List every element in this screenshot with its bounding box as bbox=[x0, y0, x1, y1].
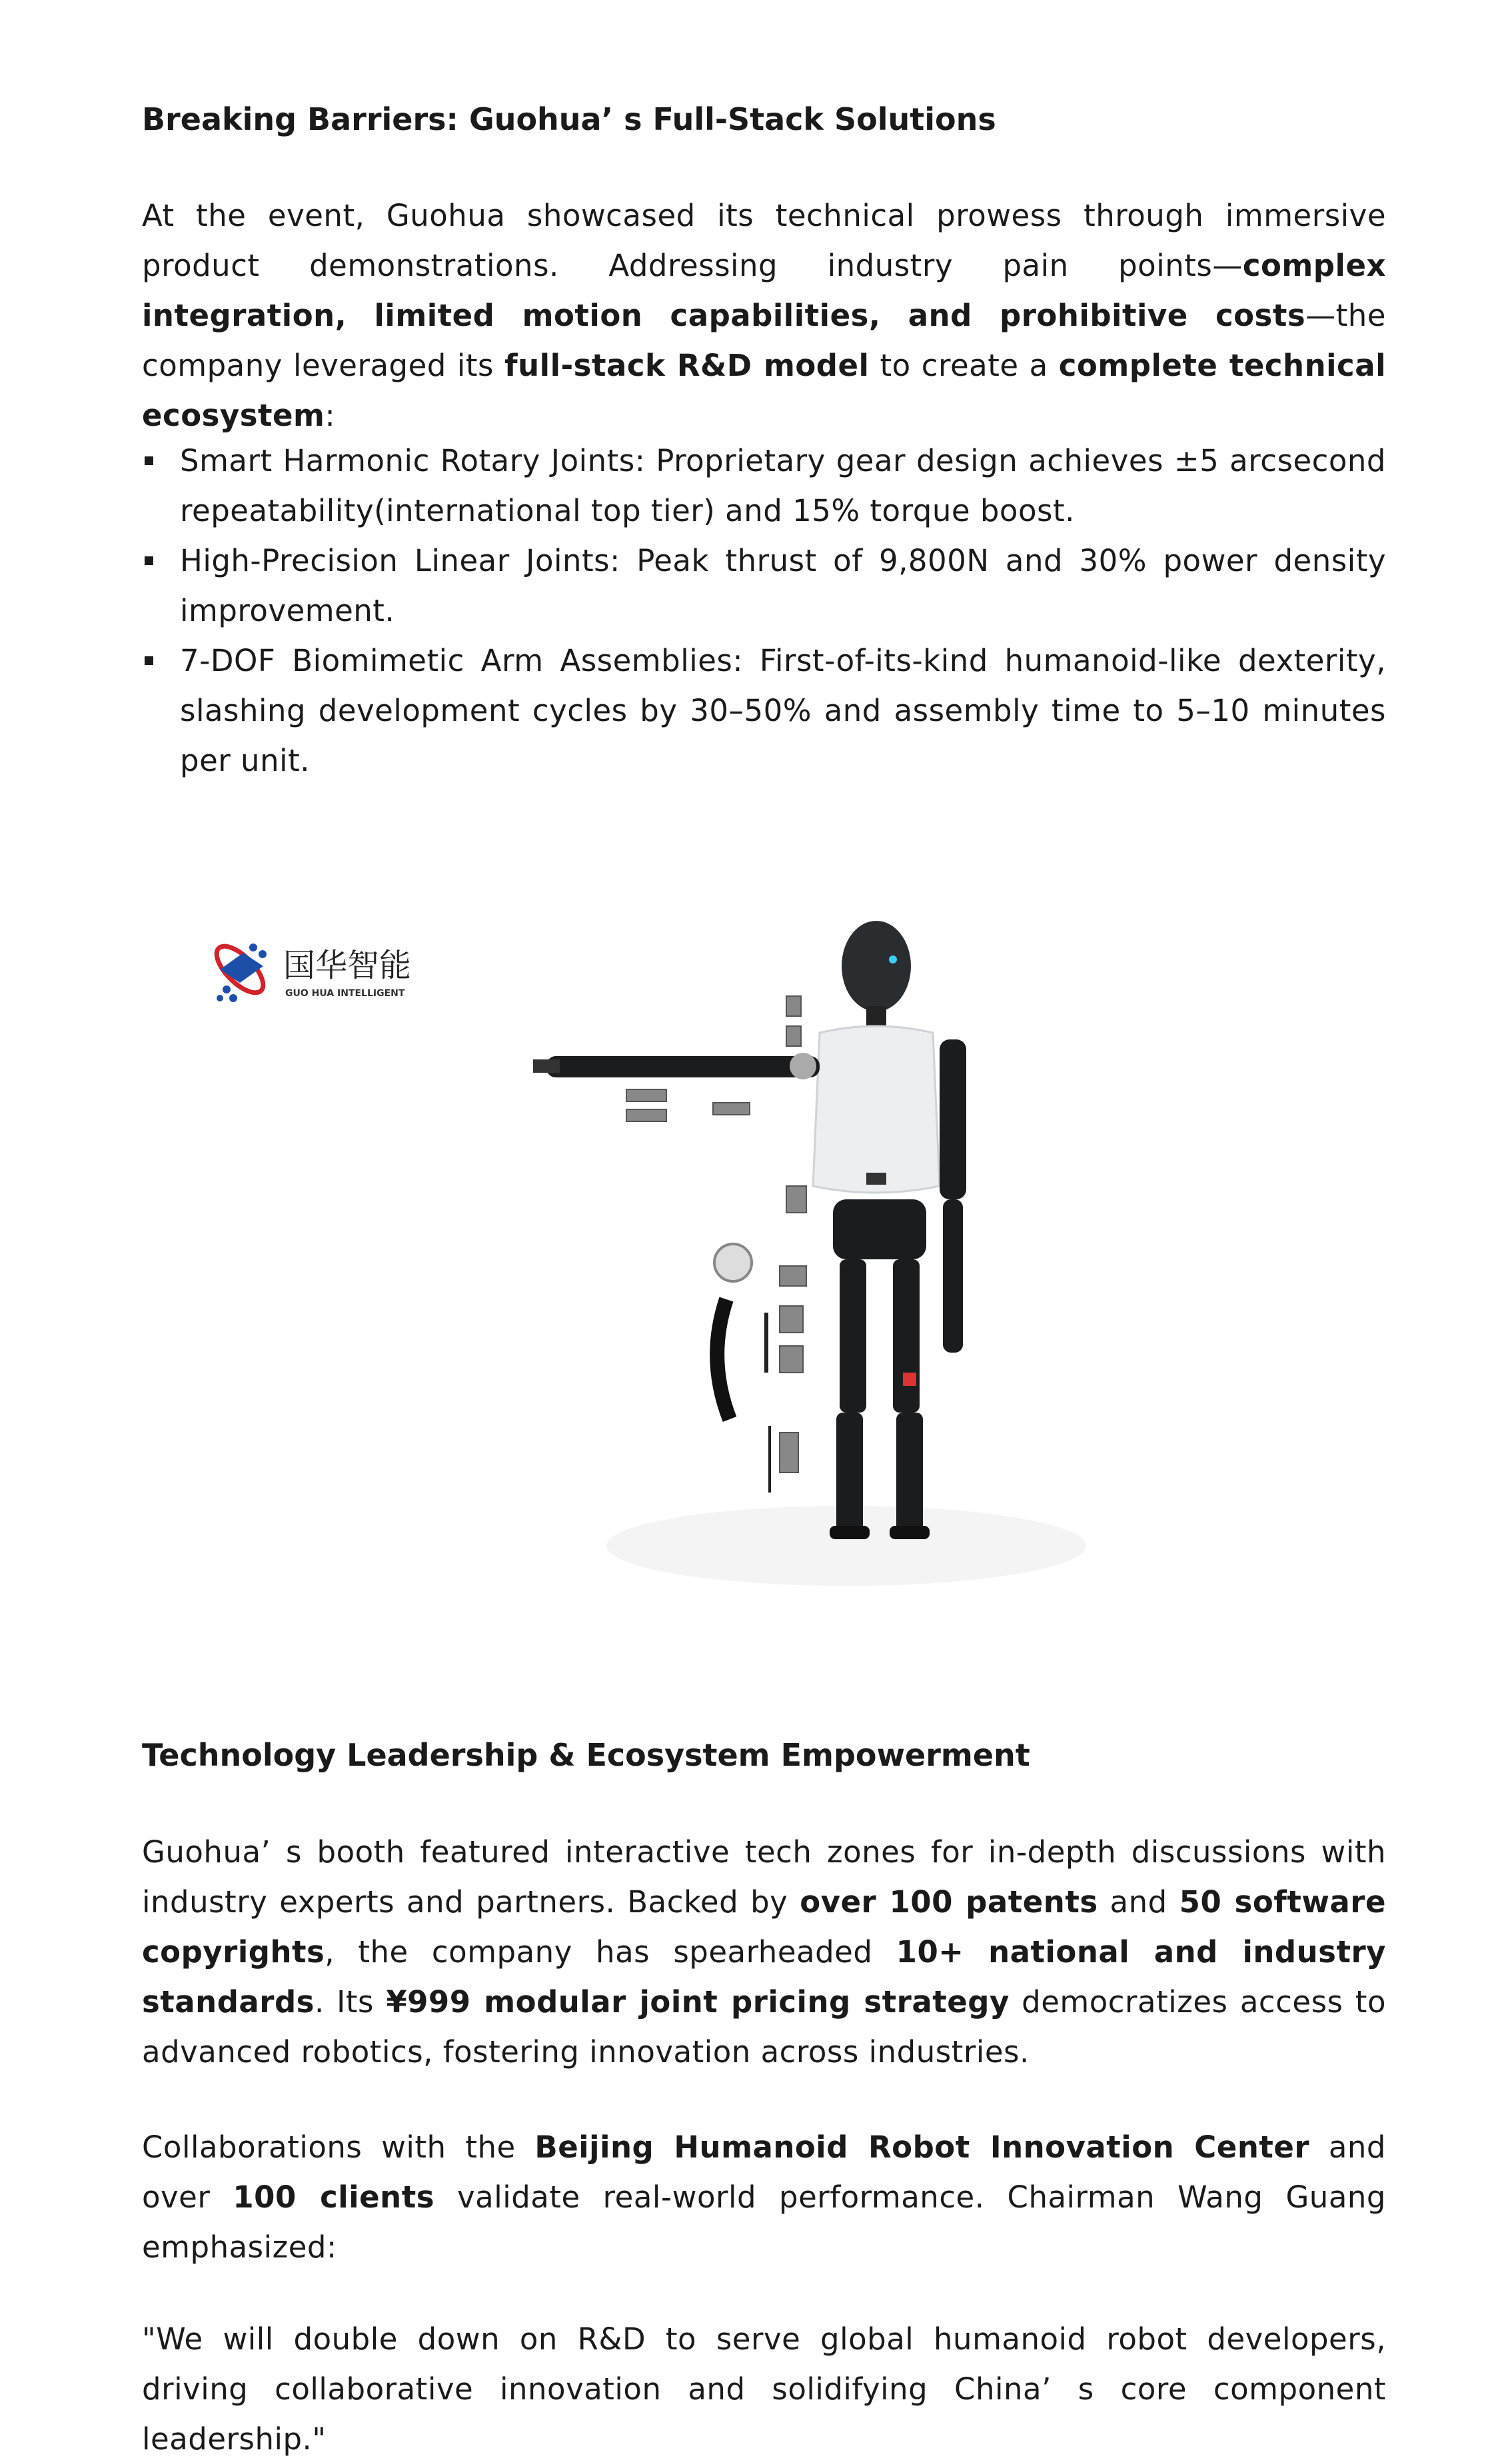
list-item bbox=[142, 536, 1386, 636]
text-run: Guohua’ s booth featured interactive tech zones for in-depth discussions with industry experts and partners. Backed by bbox=[142, 1834, 1386, 1920]
bold-run: 10+ national and industry standards bbox=[142, 1934, 1386, 2020]
list-item-text: Smart Harmonic Rotary Joints: Proprietary gear design achieves ±5 arcsecond repeatability(international top tier) and 15% torque boost. bbox=[180, 443, 1386, 528]
text-run: democratizes access to advanced robotics, fostering innovation across industries. bbox=[142, 1984, 1386, 2070]
robot-illustration bbox=[200, 906, 1133, 1606]
bold-run: Beijing Humanoid Robot Innovation Center bbox=[534, 2130, 1310, 2165]
list-item-text: High-Precision Linear Joints: Peak thrust of 9,800N and 30% power density improvement. bbox=[180, 543, 1386, 628]
text-run: and bbox=[1098, 1884, 1179, 1920]
text-run: , the company has spearheaded bbox=[325, 1934, 896, 1970]
feature-list bbox=[142, 436, 1386, 786]
section-heading-full-stack bbox=[142, 95, 1386, 145]
text-run: : bbox=[325, 398, 336, 433]
bullet-icon bbox=[145, 656, 153, 665]
list-item-text: 7-DOF Biomimetic Arm Assemblies: First-of-its-kind humanoid-like dexterity, slashing development cycles by 30–50% and assembly time to 5–10 minutes per unit. bbox=[180, 643, 1386, 778]
text-run: At the event, Guohua showcased its technical prowess through immersive product demonstrations. Addressing industry pain points— bbox=[142, 198, 1386, 283]
bold-run: complex integration, limited motion capabilities, and prohibitive costs bbox=[142, 248, 1386, 333]
bullet-icon bbox=[145, 456, 153, 465]
heading-technology-leadership: Technology Leadership & Ecosystem Empowerment bbox=[142, 1737, 1030, 1773]
chairman-quote: "We will double down on R&D to serve global humanoid robot developers, driving collaborative innovation and solidifying China’ s core component leadership." bbox=[142, 2321, 1386, 2457]
text-run: validate real-world performance. Chairman Wang Guang emphasized: bbox=[142, 2179, 1386, 2265]
svg-text:国华智能: 国华智能 bbox=[283, 947, 412, 984]
bold-run: over 100 patents bbox=[800, 1884, 1098, 1920]
robot-product-image bbox=[200, 906, 1133, 1606]
text-run: Collaborations with the bbox=[142, 2130, 535, 2165]
text-run: —the company leveraged its bbox=[142, 298, 1386, 383]
heading-breaking-barriers: Breaking Barriers: Guohua’ s Full-Stack Solutions bbox=[142, 101, 996, 137]
leadership-paragraph bbox=[142, 1827, 1386, 2077]
bullet-icon bbox=[145, 556, 153, 565]
bold-run: ¥999 modular joint pricing strategy bbox=[386, 1984, 1010, 2020]
list-item bbox=[142, 436, 1386, 536]
bold-run: 100 clients bbox=[233, 2179, 434, 2215]
list-item bbox=[142, 636, 1386, 786]
text-run: to create a bbox=[869, 348, 1059, 383]
bold-run: full-stack R&D model bbox=[504, 348, 870, 383]
collaboration-paragraph bbox=[142, 2122, 1386, 2272]
text-run: and over bbox=[142, 2130, 1386, 2215]
svg-text:GUO HUA INTELLIGENT: GUO HUA INTELLIGENT bbox=[285, 988, 405, 999]
intro-paragraph bbox=[142, 191, 1386, 440]
guohua-logo bbox=[209, 939, 411, 1002]
bold-run: complete technical ecosystem bbox=[142, 348, 1386, 433]
bold-run: 50 software copyrights bbox=[142, 1884, 1386, 1970]
text-run: . Its bbox=[314, 1984, 386, 2020]
